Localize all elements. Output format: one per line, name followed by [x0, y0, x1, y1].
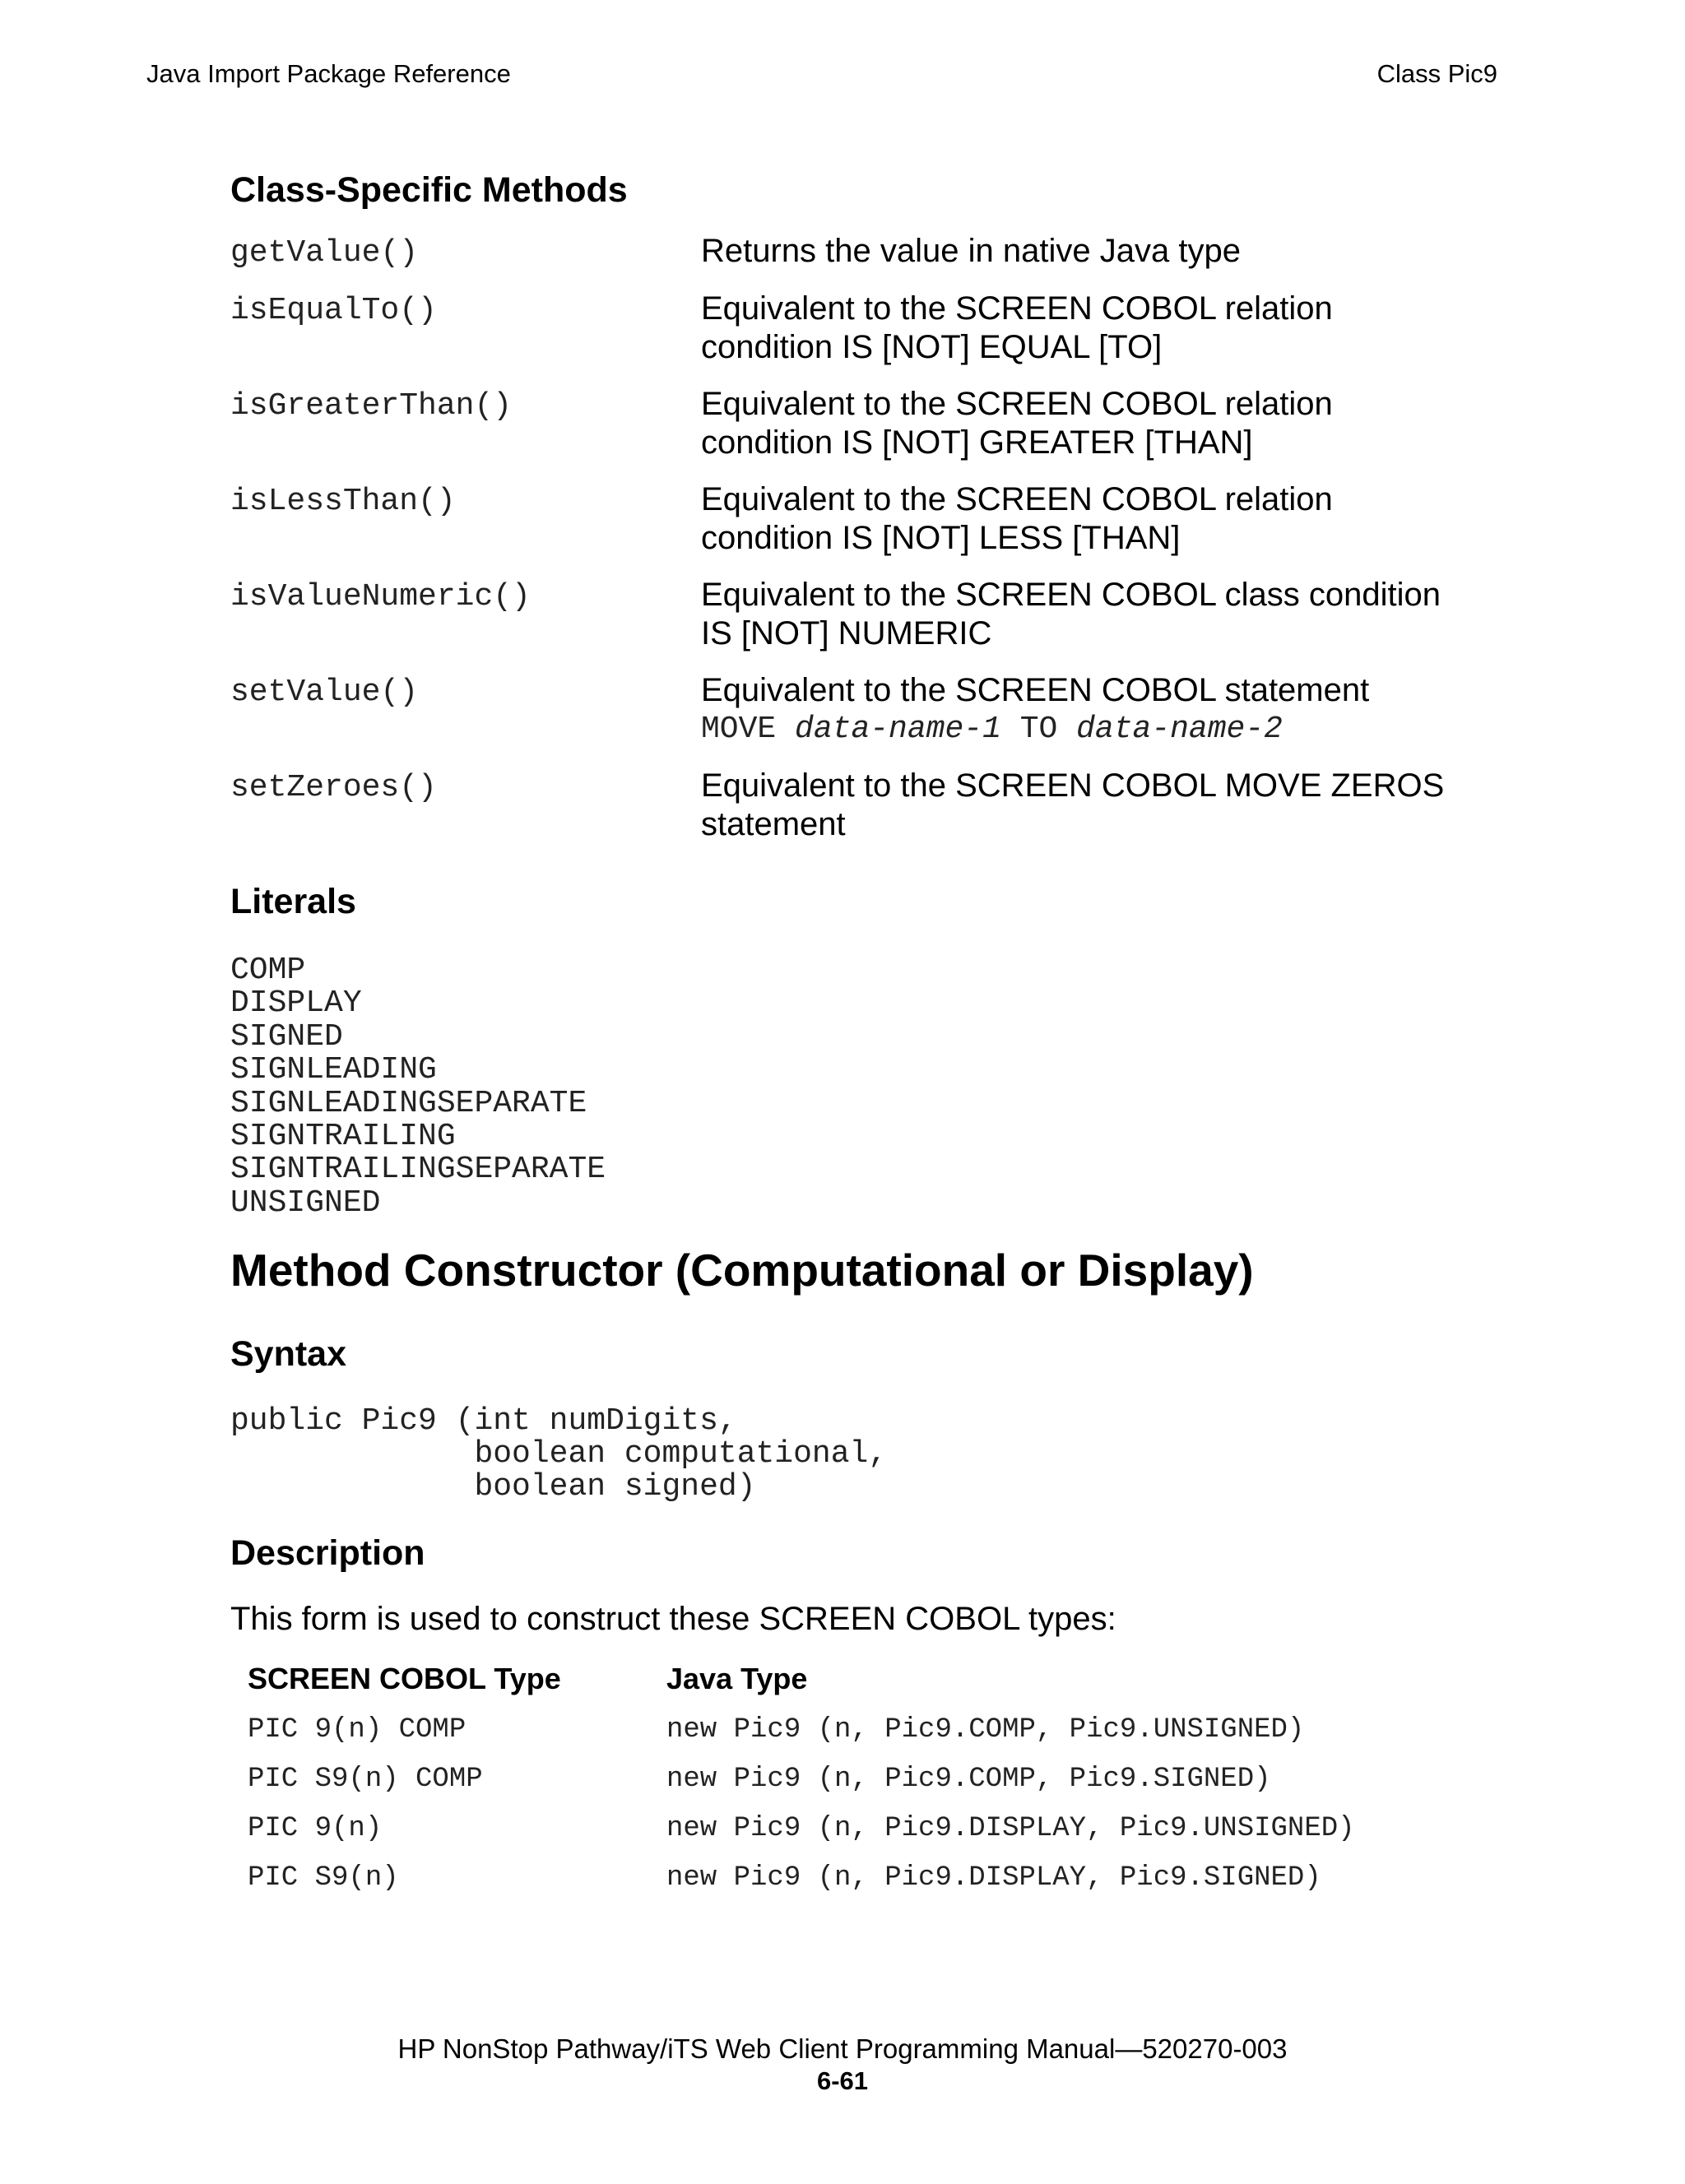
literal-item: COMP: [230, 953, 306, 988]
method-desc-setvalue: [701, 671, 1483, 749]
table-cell-java-type: new Pic9 (n, Pic9.COMP, Pic9.UNSIGNED): [666, 1714, 1305, 1746]
move-keyword: MOVE: [701, 712, 777, 747]
literals-heading: Literals: [230, 882, 356, 921]
method-desc-line: Returns the value in native Java type: [701, 233, 1241, 269]
running-header-left: Java Import Package Reference: [146, 59, 511, 88]
method-desc-isequalto: [701, 290, 1483, 367]
table-cell-cobol-type: PIC 9(n) COMP: [248, 1714, 467, 1746]
method-desc-line: Equivalent to the SCREEN COBOL MOVE ZEROS: [701, 767, 1445, 804]
literal-item: SIGNED: [230, 1018, 343, 1055]
table-cell-cobol-type: PIC S9(n): [248, 1862, 399, 1894]
method-desc-line: Equivalent to the SCREEN COBOL relation: [701, 290, 1333, 327]
description-text: This form is used to construct these SCREEN COBOL types:: [230, 1601, 1116, 1637]
method-name-setzeroes: setZeroes(): [230, 770, 437, 805]
method-desc-line: statement: [701, 806, 846, 842]
method-desc-setzeroes: [701, 767, 1483, 844]
method-desc-line: IS [NOT] NUMERIC: [701, 615, 992, 651]
method-name-getvalue: getValue(): [230, 235, 419, 271]
method-desc-line: condition IS [NOT] GREATER [THAN]: [701, 424, 1253, 461]
syntax-line: boolean signed): [230, 1469, 756, 1505]
description-heading: Description: [230, 1533, 425, 1573]
literal-item: SIGNTRAILINGSEPARATE: [230, 1152, 606, 1188]
method-name-isequalto: isEqualTo(): [230, 293, 437, 328]
table-cell-cobol-type: PIC 9(n): [248, 1813, 383, 1844]
method-desc-getvalue: [701, 232, 1483, 271]
footer-title: HP NonStop Pathway/iTS Web Client Programming Manual—520270-003: [397, 2033, 1288, 2064]
method-desc-line: Equivalent to the SCREEN COBOL relation: [701, 386, 1333, 422]
literal-item: SIGNLEADING: [230, 1052, 437, 1088]
table-header-cobol-type: SCREEN COBOL Type: [248, 1662, 561, 1695]
move-statement-code: [701, 710, 1483, 749]
method-desc-line: Equivalent to the SCREEN COBOL relation: [701, 481, 1333, 517]
literal-item: DISPLAY: [230, 985, 362, 1022]
running-header-right: Class Pic9: [1376, 59, 1497, 88]
syntax-line: public Pic9 (int numDigits,: [230, 1403, 737, 1439]
move-arg1: data-name-1: [795, 712, 1001, 747]
syntax-line: boolean computational,: [230, 1436, 888, 1472]
literal-item: UNSIGNED: [230, 1185, 381, 1221]
page-number: 6-61: [816, 2066, 869, 2095]
to-keyword: TO: [1019, 712, 1058, 747]
literals-list: [230, 954, 606, 1220]
literal-item: SIGNTRAILING: [230, 1119, 456, 1155]
table-header-java-type: Java Type: [666, 1662, 808, 1695]
method-desc-isgreaterthan: [701, 385, 1483, 462]
method-name-isgreaterthan: isGreaterThan(): [230, 388, 513, 424]
method-name-islessthan: isLessThan(): [230, 484, 456, 519]
method-desc-isvaluenumeric: [701, 576, 1483, 653]
syntax-code-block: [230, 1405, 887, 1504]
method-desc-line: condition IS [NOT] LESS [THAN]: [701, 520, 1181, 556]
move-arg2: data-name-2: [1076, 712, 1283, 747]
table-cell-cobol-type: PIC S9(n) COMP: [248, 1764, 483, 1795]
literal-item: SIGNLEADINGSEPARATE: [230, 1085, 587, 1121]
method-desc-line: Equivalent to the SCREEN COBOL statement: [701, 672, 1370, 708]
class-methods-heading: Class-Specific Methods: [230, 170, 628, 210]
method-name-isvaluenumeric: isValueNumeric(): [230, 579, 531, 614]
method-name-setvalue: setValue(): [230, 675, 419, 710]
method-desc-line: condition IS [NOT] EQUAL [TO]: [701, 329, 1163, 365]
table-cell-java-type: new Pic9 (n, Pic9.DISPLAY, Pic9.SIGNED): [666, 1862, 1321, 1894]
constructor-heading: Method Constructor (Computational or Display): [230, 1245, 1254, 1296]
table-cell-java-type: new Pic9 (n, Pic9.DISPLAY, Pic9.UNSIGNED): [666, 1813, 1355, 1844]
table-cell-java-type: new Pic9 (n, Pic9.COMP, Pic9.SIGNED): [666, 1764, 1271, 1795]
syntax-heading: Syntax: [230, 1334, 347, 1374]
method-desc-islessthan: [701, 480, 1483, 558]
method-desc-line: Equivalent to the SCREEN COBOL class condition: [701, 577, 1441, 613]
